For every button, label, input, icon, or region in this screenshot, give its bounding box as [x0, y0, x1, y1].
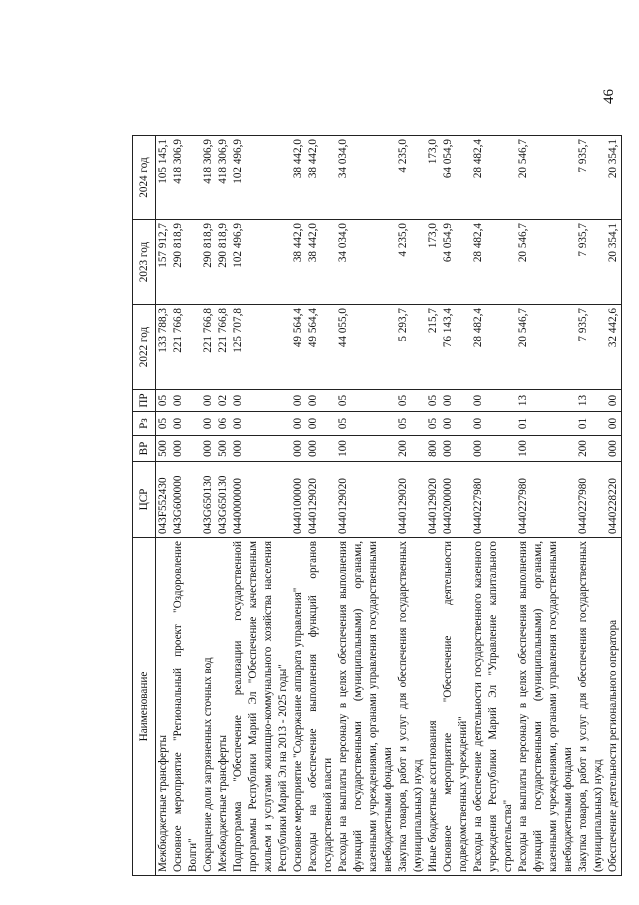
row-2023: 290 818,9	[171, 220, 201, 305]
row-2023: 34 034,0	[336, 220, 396, 305]
row-2022: 221 766,8	[201, 305, 216, 390]
row-2022: 49 564,4	[306, 305, 336, 390]
table-row	[441, 136, 471, 876]
row-name: Основное мероприятие "Содержание аппарата управления"	[291, 538, 306, 876]
row-2022: 49 564,4	[291, 305, 306, 390]
table-body	[156, 136, 622, 876]
row-csr: 043G650130	[201, 462, 216, 538]
row-vr: 100	[516, 436, 576, 462]
row-vr: 000	[231, 436, 291, 462]
table-row	[336, 136, 396, 876]
row-vr: 100	[336, 436, 396, 462]
row-csr: 0440227980	[576, 462, 606, 538]
row-2023: 290 818,9	[216, 220, 231, 305]
row-name: Иные бюджетные ассигнования	[426, 538, 441, 876]
row-pr: 05	[396, 390, 426, 412]
table-row	[201, 136, 216, 876]
row-csr: 0440227980	[516, 462, 576, 538]
row-2022: 221 766,8	[171, 305, 201, 390]
row-csr: 0440200000	[441, 462, 471, 538]
row-name: Закупка товаров, работ и услуг для обеспечения государственных (муниципальных) нужд	[576, 538, 606, 876]
table-row	[156, 136, 172, 876]
table-row	[426, 136, 441, 876]
row-2024: 7 935,7	[576, 136, 606, 220]
row-name: Межбюджетные трансферты	[156, 538, 172, 876]
row-2023: 102 496,9	[231, 220, 291, 305]
header-2024: 2024 год	[133, 136, 156, 220]
row-2024: 34 034,0	[336, 136, 396, 220]
row-2023: 38 442,0	[291, 220, 306, 305]
row-2022: 5 293,7	[396, 305, 426, 390]
row-csr: 043G650130	[216, 462, 231, 538]
row-pr: 00	[471, 390, 516, 412]
row-csr: 043F552430	[156, 462, 172, 538]
row-vr: 000	[606, 436, 622, 462]
row-pr: 00	[201, 390, 216, 412]
page-number: 46	[601, 89, 617, 104]
row-2024: 4 235,0	[396, 136, 426, 220]
row-pr: 13	[516, 390, 576, 412]
row-name: Основное мероприятие "Обеспечение деятельности подведомственных учреждений"	[441, 538, 471, 876]
row-rz: 01	[516, 412, 576, 436]
row-vr: 500	[156, 436, 172, 462]
row-2023: 290 818,9	[201, 220, 216, 305]
row-csr: 0440228220	[606, 462, 622, 538]
row-2023: 7 935,7	[576, 220, 606, 305]
row-pr: 13	[576, 390, 606, 412]
row-rz: 00	[306, 412, 336, 436]
row-name: Обеспечение деятельности регионального оператора	[606, 538, 622, 876]
row-vr: 000	[306, 436, 336, 462]
table-row	[306, 136, 336, 876]
row-2024: 173,0	[426, 136, 441, 220]
row-pr: 05	[336, 390, 396, 412]
row-name: Расходы на обеспечение выполнения функций органов государственной власти	[306, 538, 336, 876]
row-csr: 0440129020	[306, 462, 336, 538]
row-2023: 64 054,9	[441, 220, 471, 305]
row-name: Расходы на выплаты персоналу в целях обеспечения выполнения функций государственными (муниципальными) органами, казенными учреждениями, органами управления государственными внебюджетными фондами	[336, 538, 396, 876]
row-csr: 0440227980	[471, 462, 516, 538]
row-2024: 105 145,1	[156, 136, 172, 220]
row-name: Расходы на обеспечение деятельности государственного казенного учреждения Республики Марий Эл "Управление капитального строительства"	[471, 538, 516, 876]
row-2024: 418 306,9	[216, 136, 231, 220]
row-pr: 02	[216, 390, 231, 412]
row-2023: 173,0	[426, 220, 441, 305]
table-header-row	[133, 136, 156, 876]
row-pr: 00	[606, 390, 622, 412]
row-csr: 0440129020	[336, 462, 396, 538]
row-2023: 4 235,0	[396, 220, 426, 305]
row-vr: 000	[201, 436, 216, 462]
row-2022: 32 442,6	[606, 305, 622, 390]
row-vr: 000	[441, 436, 471, 462]
row-2022: 133 788,3	[156, 305, 172, 390]
header-csr: ЦСР	[133, 462, 156, 538]
row-2022: 20 546,7	[516, 305, 576, 390]
row-csr: 043G600000	[171, 462, 201, 538]
row-csr: 0440100000	[291, 462, 306, 538]
row-2024: 64 054,9	[441, 136, 471, 220]
row-2024: 20 546,7	[516, 136, 576, 220]
table-row	[576, 136, 606, 876]
row-vr: 800	[426, 436, 441, 462]
row-2023: 157 912,7	[156, 220, 172, 305]
row-name: Сокращение доли загрязненных сточных вод	[201, 538, 216, 876]
row-rz: 01	[576, 412, 606, 436]
row-rz: 00	[606, 412, 622, 436]
table-row	[396, 136, 426, 876]
row-pr: 05	[426, 390, 441, 412]
row-2022: 215,7	[426, 305, 441, 390]
row-vr: 200	[576, 436, 606, 462]
table-row	[231, 136, 291, 876]
table-row	[291, 136, 306, 876]
row-csr: 0440129020	[396, 462, 426, 538]
row-2024: 28 482,4	[471, 136, 516, 220]
row-name: Закупка товаров, работ и услуг для обеспечения государственных (муниципальных) нужд	[396, 538, 426, 876]
row-vr: 200	[396, 436, 426, 462]
row-rz: 00	[171, 412, 201, 436]
header-2022: 2022 год	[133, 305, 156, 390]
budget-table-container	[132, 136, 632, 876]
row-csr: 0440129020	[426, 462, 441, 538]
row-rz: 06	[216, 412, 231, 436]
row-2022: 44 055,0	[336, 305, 396, 390]
row-rz: 00	[441, 412, 471, 436]
row-vr: 000	[171, 436, 201, 462]
row-2024: 38 442,0	[306, 136, 336, 220]
row-rz: 00	[201, 412, 216, 436]
row-2022: 76 143,4	[441, 305, 471, 390]
row-rz: 05	[426, 412, 441, 436]
header-name: Наименование	[133, 538, 156, 876]
row-2022: 28 482,4	[471, 305, 516, 390]
row-pr: 00	[291, 390, 306, 412]
row-pr: 00	[171, 390, 201, 412]
row-name: Расходы на выплаты персоналу в целях обеспечения выполнения функций государственными (муниципальными) органами, казенными учреждениями, органами управления государственными внебюджетными фондами	[516, 538, 576, 876]
row-2022: 7 935,7	[576, 305, 606, 390]
header-2023: 2023 год	[133, 220, 156, 305]
row-pr: 00	[231, 390, 291, 412]
row-rz: 00	[231, 412, 291, 436]
header-vr: ВР	[133, 436, 156, 462]
budget-table	[132, 135, 622, 876]
row-2024: 102 496,9	[231, 136, 291, 220]
row-2022: 125 707,8	[231, 305, 291, 390]
row-2022: 221 766,8	[216, 305, 231, 390]
table-row	[516, 136, 576, 876]
row-csr: 0440000000	[231, 462, 291, 538]
row-rz: 05	[336, 412, 396, 436]
row-rz: 00	[291, 412, 306, 436]
row-vr: 500	[216, 436, 231, 462]
row-pr: 00	[441, 390, 471, 412]
row-2023: 28 482,4	[471, 220, 516, 305]
row-2023: 38 442,0	[306, 220, 336, 305]
table-row	[171, 136, 201, 876]
row-rz: 05	[396, 412, 426, 436]
table-row	[606, 136, 622, 876]
row-pr: 05	[156, 390, 172, 412]
row-2023: 20 354,1	[606, 220, 622, 305]
row-2024: 38 442,0	[291, 136, 306, 220]
row-rz: 05	[156, 412, 172, 436]
row-name: Подпрограмма "Обеспечение реализации государственной программы Республики Марий Эл "Обеспечение качественным жильем и услугами жилищно-коммунального хозяйства населения Республики Марий Эл на 2013 - 2025 годы"	[231, 538, 291, 876]
table-row	[216, 136, 231, 876]
row-pr: 00	[306, 390, 336, 412]
header-pr: ПР	[133, 390, 156, 412]
table-row	[471, 136, 516, 876]
header-rz: Рз	[133, 412, 156, 436]
row-2024: 418 306,9	[201, 136, 216, 220]
row-vr: 000	[291, 436, 306, 462]
row-vr: 000	[471, 436, 516, 462]
row-name: Межбюджетные трансферты	[216, 538, 231, 876]
row-2023: 20 546,7	[516, 220, 576, 305]
row-rz: 00	[471, 412, 516, 436]
row-name: Основное мероприятие "Региональный проект "Оздоровление Волги"	[171, 538, 201, 876]
row-2024: 20 354,1	[606, 136, 622, 220]
row-2024: 418 306,9	[171, 136, 201, 220]
